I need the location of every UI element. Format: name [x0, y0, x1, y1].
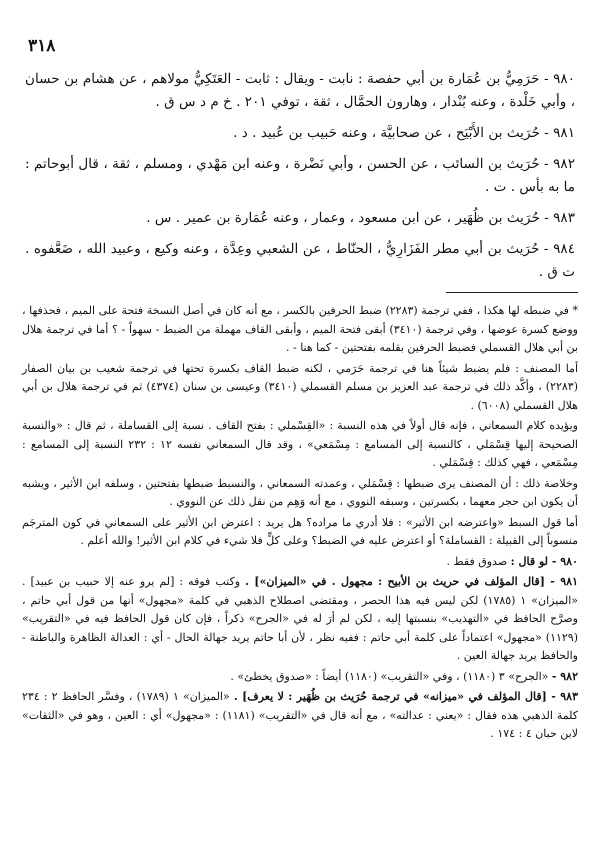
footnote-paragraph	[22, 302, 578, 358]
footnote-text: * في ضبطه لها هكذا ، ففي ترجمة (٢٢٨٣) ضبط الحرفين بالكسر ، مع أنه كان في أصل النسخة فتحة على الميم ، فحذفها ، ووضع كسرة عوضها ، وفي ترجمة (٣٤١٠) أبقى فتحة الميم ، وأبقى القاف مهملة من الضبط - سهواً - ؟ أما في ترجمة هلال بن أبي هلال القسملي فضبط الحرفين بقلمه بفتحتين - كما هنا - .	[22, 304, 579, 354]
footnote-lead: ٩٨١ - [قال المؤلف في حريث بن الأبيح : مجهول . في «الميزان»] .	[245, 575, 578, 588]
footnote-980	[22, 553, 578, 572]
footnote-text: «الجرح» ٣ (١١٨٠) ، وفي «التقريب» (١١٨٠) أيضاً : «صدوق يخطئ» .	[230, 669, 549, 683]
footnote-text: «الميزان» ١ (١٧٨٩) ، وفسَّر الحافظ ٢ : ٢٣٤ كلمة الذهبي هذه فقال : «يعني : عدالته» ، مع أنه قال في «التقريب» (١١٨١) : «مجهول» أي : العين ، وهو في «الثقات» لابن حبان ٤ : ١٧٤ .	[22, 690, 578, 740]
biography-entry-984: ٩٨٤ - حُرَيث بن أبي مطر الفَزَارِيُّ ، الحنّاط ، عن الشعبي وعِدَّة ، وعنه وكيع ، وعبيد الله ، ضَعَّفوه . ت ق .	[25, 241, 575, 280]
biography-entry-980: ٩٨٠ - حَرَمِيُّ بن عُمَارة بن أبي حفصة : نابت - ويقال : ثابت - العَتَكِيُّ مولاهم ، عن هشام بن حسان ، وأبي خَلْدة ، وعنه بُنْدار ، وهارون الحمَّال ، ثقة ، توفي ٢٠١ . خ م د س ق .	[25, 71, 575, 110]
footnote-lead: ٩٨٢ -	[551, 669, 578, 683]
biography-entry-983: ٩٨٣ - حُرَيث بن ظُهَير ، عن ابن مسعود ، وعمار ، وعنه عُمَارة بن عمير . س .	[146, 210, 575, 226]
footnote-text: أما المصنف : فلم يضبط شيئاً هنا في ترجمة حَرَمي ، لكنه ضبط القاف بكسرة تحتها في ترجمة شعيب بن بيان الصفار (٢٢٨٣) ، وأكَّد ذلك في ترجمة عبد العزيز بن مسلم القسملي (٣٤١٠) وعيسى بن سنان (٤٣٧٤) ثم في ترجمة هلال بن أبي هلال القسملي (٦٠٠٨) .	[22, 361, 578, 412]
footnote-982	[22, 668, 578, 687]
page-number: ٣١٨	[28, 36, 56, 56]
footnote-981	[22, 573, 578, 666]
footnote-983	[22, 688, 578, 744]
footnote-paragraph	[22, 475, 578, 512]
footnote-text: ويؤيده كلام السمعاني ، فإنه قال أولاً في هذه النسبة : «القِسْملي : بفتح القاف . نسبة إلى القساملة ، ثم قال : «والنسبة الصحيحة إليها قِسْمَلي ، كالنسبة إلى المسامع : مِسْمَعي» ، وقد قال السمعاني نفسه ١٢ : ٢٣٢ النسبة إلى المسامع : مِسْمَعي ، فهي كذلك : قِسْمَلي .	[22, 419, 578, 469]
footnote-lead: ٩٨٠ - لو قال :	[510, 554, 578, 568]
footnote-text: أما قول السبط «واعترضه ابن الأثير» : فلا أدري ما مراده؟ هل يريد : اعترض ابن الأثير على السمعاني في كون المترجَم منسوباً إلى القبيلة : القساملة؟ أو اعترض عليه في الضبط؟ وعلى كلٍّ فلا شيء في كلام ابن الأثير! والله أعلم .	[22, 515, 578, 547]
footnote-paragraph	[22, 360, 578, 416]
footnotes	[22, 302, 578, 746]
biography-entry-981: ٩٨١ - حُرَيث بن الأَبْيَح ، عن صحابيَّة ، وعنه حَبيب بن عُبيد . د .	[233, 125, 575, 141]
biography-entry-982: ٩٨٢ - حُرَيث بن السائب ، عن الحسن ، وأبي نَضْرة ، وعنه ابن مَهْدي ، ومسلم ، ثقة ، قال أبوحاتم : ما به بأس . ت .	[25, 156, 575, 195]
footnote-paragraph	[22, 514, 578, 551]
footnote-paragraph	[22, 417, 578, 473]
footnote-text: وكتب فوقه : [لم يرو عنه إلا حبيب بن عبيد] . «الميزان» ١ (١٧٨٥) لكن ليس فيه هذا الحصر ، ومقتضى اصطلاح الذهبي في كلمة «مجهول» أنها من قول أبي حاتم ، وصرَّح الحافظ في «التهذيب» بنسبتها إليه ، لكن لم أرَ له في «الجرح» ذكراً ، فإن كان قول الحافظ فيه في «التقريب» (١١٢٩) «مجهول» اعتماداً على كلمة أبي حاتم : ففيه نظر ، لأن أبا حاتم يريد جهالة الحال - أي : العدالة الظاهرة والباطنة - والحافظ يريد جهالة العين .	[22, 575, 579, 662]
footnote-text: صدوق فقط .	[446, 554, 508, 568]
main-entries	[25, 68, 575, 292]
footnote-lead: ٩٨٣ - [قال المؤلف في «ميزانه» في ترجمة حُرَيث بن ظُهَير : لا يعرف] .	[233, 690, 578, 703]
footnote-divider	[446, 292, 578, 293]
footnote-text: وخلاصة ذلك : أن المصنف يرى ضبطها : قِسْمَلي ، وعمدته السمعاني ، والنسبط ضبطها بفتحتين ، وسلفه ابن الأثير ، ويشبه أن يكون ابن حجر معهما ، بكسرتين ، وسبقه النووي ، مع أنه وَهِم من نقل ذلك عن النووي .	[22, 476, 578, 508]
